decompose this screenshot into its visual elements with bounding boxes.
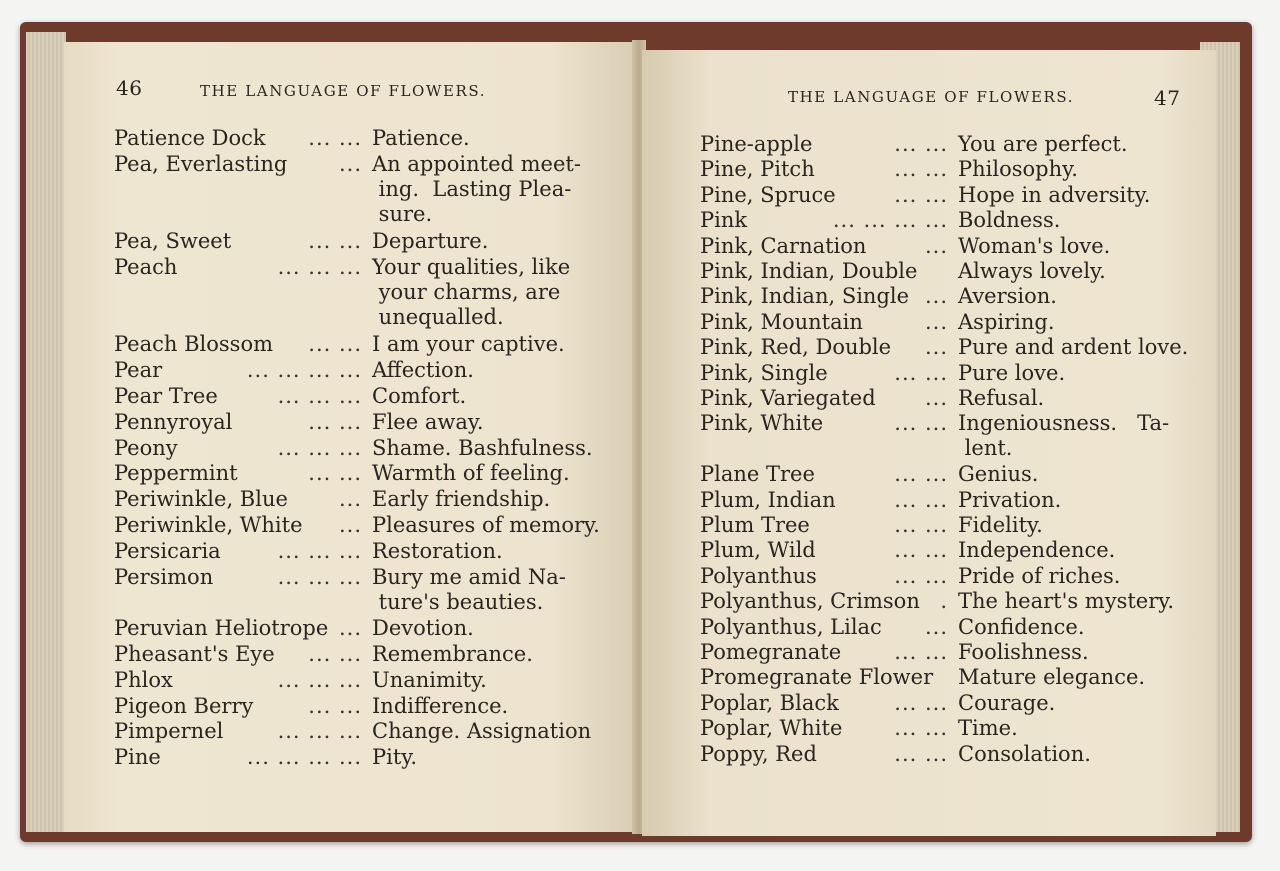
flower-name: Peach Blossom bbox=[114, 332, 273, 357]
right-page bbox=[642, 50, 1216, 836]
flower-meaning: Pure love. bbox=[958, 360, 1066, 385]
dot-leader: ... ... bbox=[308, 409, 362, 434]
dot-leader: ... bbox=[338, 513, 362, 537]
flower-meaning: Warmth of feeling. bbox=[372, 461, 570, 486]
dot-leader: ... ... bbox=[308, 693, 362, 718]
dot-leader: ... ... ... bbox=[277, 255, 362, 279]
dot-leader: ... ... bbox=[894, 716, 948, 741]
dot-leader: ... ... bbox=[894, 640, 948, 664]
dot-leader: ... ... bbox=[308, 332, 362, 357]
dot-leader: ... ... ... bbox=[277, 435, 362, 460]
flower-name: Persimon bbox=[114, 564, 214, 589]
dot-leader: ... ... bbox=[894, 513, 948, 537]
flower-meaning: Devotion. bbox=[372, 616, 474, 641]
dot-leader: ... bbox=[924, 309, 948, 334]
dot-leader: ... ... bbox=[894, 487, 948, 512]
left-page bbox=[64, 42, 638, 832]
dot-leader: ... ... bbox=[894, 360, 948, 385]
flower-meaning: Pride of riches. bbox=[958, 563, 1121, 588]
dot-leader: ... ... bbox=[894, 538, 948, 563]
dot-leader: ... ... ... bbox=[277, 719, 362, 744]
flower-name: Pine bbox=[114, 745, 161, 770]
flower-meaning: Pure and ardent love. bbox=[958, 335, 1189, 360]
flower-meaning: Boldness. bbox=[958, 208, 1061, 233]
flower-meaning: Flee away. bbox=[372, 409, 484, 434]
page-number: 47 bbox=[1154, 86, 1181, 110]
flower-name: Periwinkle, White bbox=[114, 513, 303, 537]
flower-meaning: Bury me amid Na- ture's beauties. bbox=[372, 564, 566, 614]
dot-leader: ... ... bbox=[894, 157, 948, 182]
flower-meaning: An appointed meet- ing. Lasting Plea- sure. bbox=[372, 151, 581, 226]
dot-leader: ... bbox=[338, 151, 362, 176]
flower-name: Pink, Carnation bbox=[700, 233, 867, 258]
flower-name: Pea, Everlasting bbox=[114, 151, 288, 176]
flower-name: Plum Tree bbox=[700, 513, 810, 537]
flower-name: Pine, Spruce bbox=[700, 182, 836, 207]
flower-meaning: Philosophy. bbox=[958, 157, 1078, 182]
flower-meaning: Hope in adversity. bbox=[958, 182, 1151, 207]
flower-name: Pennyroyal bbox=[114, 409, 233, 434]
running-head: THE LANGUAGE OF FLOWERS. bbox=[200, 82, 487, 100]
flower-name: Pheasant's Eye bbox=[114, 642, 275, 666]
dot-leader: ... ... bbox=[894, 741, 948, 766]
flower-meaning: Restoration. bbox=[372, 538, 503, 563]
dot-leader: ... bbox=[338, 616, 362, 641]
dot-leader: ... bbox=[924, 233, 948, 258]
flower-name: Pear Tree bbox=[114, 384, 218, 408]
dot-leader: . bbox=[940, 589, 948, 614]
dot-leader: ... ... bbox=[894, 690, 948, 715]
flower-name: Poppy, Red bbox=[700, 741, 817, 766]
flower-meaning: Affection. bbox=[372, 358, 474, 383]
flower-name: Poplar, Black bbox=[700, 690, 839, 715]
flower-name: Phlox bbox=[114, 667, 173, 692]
dot-leader: ... bbox=[338, 487, 362, 512]
flower-meaning: Comfort. bbox=[372, 384, 467, 408]
dot-leader: ... ... bbox=[894, 462, 948, 487]
dot-leader: ... ... ... bbox=[277, 538, 362, 563]
dot-leader: ... bbox=[924, 386, 948, 410]
dot-leader: ... bbox=[924, 284, 948, 309]
dot-leader: ... ... bbox=[308, 126, 362, 150]
flower-name: Pink, Indian, Single bbox=[700, 284, 910, 309]
flower-name: Peruvian Heliotrope bbox=[114, 616, 329, 641]
flower-meaning: Indifference. bbox=[372, 693, 509, 718]
flower-meaning: Always lovely. bbox=[958, 259, 1106, 283]
dot-leader: ... ... ... ... bbox=[246, 745, 362, 770]
flower-name: Peony bbox=[114, 435, 178, 460]
flower-meaning: You are perfect. bbox=[958, 132, 1128, 156]
flower-meaning: The heart's mystery. bbox=[958, 589, 1175, 614]
flower-meaning: Ingeniousness. Ta- lent. bbox=[958, 411, 1170, 461]
flower-name: Pink, Red, Double bbox=[700, 335, 892, 360]
page-number: 46 bbox=[116, 76, 143, 100]
flower-meaning: Shame. Bashfulness. bbox=[372, 435, 593, 460]
flower-name: Promegranate Flower bbox=[700, 665, 934, 690]
flower-name: Polyanthus, Crimson bbox=[700, 589, 920, 614]
flower-meaning: Early friendship. bbox=[372, 487, 551, 512]
flower-meaning: Aspiring. bbox=[958, 309, 1055, 334]
flower-meaning: Courage. bbox=[958, 690, 1056, 715]
flower-meaning: Mature elegance. bbox=[958, 665, 1146, 690]
flower-name: Pomegranate bbox=[700, 640, 842, 664]
flower-meaning: Your qualities, like your charms, are unequalled. bbox=[372, 255, 571, 329]
flower-meaning: Refusal. bbox=[958, 386, 1045, 410]
flower-meaning: Pleasures of memory. bbox=[372, 513, 600, 537]
flower-name: Pine-apple bbox=[700, 132, 813, 156]
dot-leader: ... ... ... bbox=[277, 384, 362, 408]
flower-name: Pink, White bbox=[700, 411, 824, 436]
dot-leader: ... ... bbox=[308, 642, 362, 666]
flower-meaning: Aversion. bbox=[958, 284, 1057, 309]
page-edges-left bbox=[26, 32, 66, 832]
flower-meaning: Change. Assignation bbox=[372, 719, 592, 744]
flower-name: Pink, Single bbox=[700, 360, 828, 385]
flower-name: Peach bbox=[114, 255, 178, 279]
flower-meaning: Confidence. bbox=[958, 614, 1085, 639]
flower-meaning: Time. bbox=[958, 716, 1018, 741]
flower-name: Pear bbox=[114, 358, 163, 383]
flower-name: Pine, Pitch bbox=[700, 157, 815, 182]
flower-name: Periwinkle, Blue bbox=[114, 487, 288, 512]
dot-leader: ... bbox=[924, 614, 948, 639]
dot-leader: ... ... ... bbox=[277, 667, 362, 692]
dot-leader: ... ... ... bbox=[277, 564, 362, 589]
flower-meaning: Unanimity. bbox=[372, 667, 487, 692]
flower-meaning: Patience. bbox=[372, 126, 470, 150]
flower-meaning: Departure. bbox=[372, 229, 489, 254]
flower-name: Plane Tree bbox=[700, 462, 815, 487]
flower-meaning: Genius. bbox=[958, 462, 1039, 487]
flower-name: Polyanthus bbox=[700, 563, 817, 588]
dot-leader: ... ... bbox=[894, 563, 948, 588]
flower-name: Pink, Mountain bbox=[700, 309, 863, 334]
flower-name: Persicaria bbox=[114, 538, 221, 563]
flower-name: Pimpernel bbox=[114, 719, 224, 744]
flower-name: Pigeon Berry bbox=[114, 693, 254, 718]
flower-meaning: Independence. bbox=[958, 538, 1116, 563]
flower-meaning: I am your captive. bbox=[372, 332, 565, 357]
flower-meaning: Woman's love. bbox=[958, 233, 1111, 258]
flower-meaning: Privation. bbox=[958, 487, 1062, 512]
flower-name: Patience Dock bbox=[114, 126, 266, 150]
flower-meaning: Pity. bbox=[372, 745, 418, 770]
dot-leader: ... ... ... ... bbox=[832, 208, 948, 233]
flower-name: Pink, Indian, Double bbox=[700, 259, 918, 283]
flower-meaning: Fidelity. bbox=[958, 513, 1043, 537]
flower-name: Polyanthus, Lilac bbox=[700, 614, 882, 639]
flower-name: Poplar, White bbox=[700, 716, 843, 741]
dot-leader: ... ... bbox=[894, 132, 948, 156]
flower-name: Peppermint bbox=[114, 461, 238, 486]
dot-leader: ... ... bbox=[308, 229, 362, 254]
dot-leader: ... ... ... ... bbox=[246, 358, 362, 383]
flower-name: Pink, Variegated bbox=[700, 386, 876, 410]
dot-leader: ... ... bbox=[308, 461, 362, 486]
dot-leader: ... ... bbox=[894, 182, 948, 207]
flower-meaning: Remembrance. bbox=[372, 642, 533, 666]
flower-name: Plum, Indian bbox=[700, 487, 836, 512]
dot-leader: ... bbox=[924, 335, 948, 360]
flower-name: Pink bbox=[700, 208, 748, 233]
flower-name: Plum, Wild bbox=[700, 538, 816, 563]
running-head: THE LANGUAGE OF FLOWERS. bbox=[788, 88, 1075, 106]
flower-meaning: Consolation. bbox=[958, 741, 1091, 766]
flower-name: Pea, Sweet bbox=[114, 229, 232, 254]
flower-meaning: Foolishness. bbox=[958, 640, 1089, 664]
dot-leader: ... ... bbox=[894, 411, 948, 436]
